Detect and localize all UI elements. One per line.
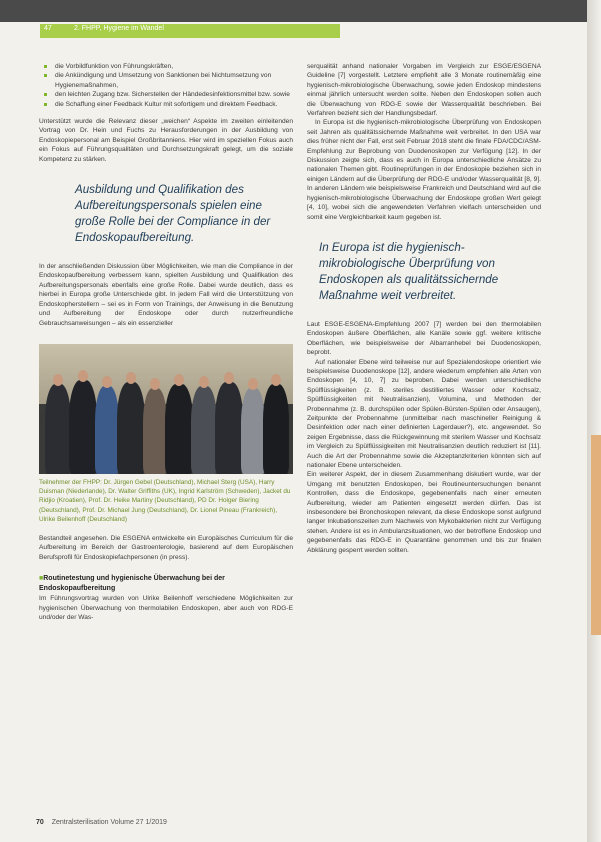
person-figure [95, 386, 119, 474]
paragraph: Bestandteil angesehen. Die ESGENA entwickelte ein Europäisches Curriculum für die Aufbereitung im Bereich der Gastroenterologie, basierend auf dem Europäischen Berufsprofil für Endoskopiefachpersonen (in press). [39, 534, 293, 561]
right-column [307, 62, 541, 555]
person-head [126, 372, 136, 384]
person-figure [117, 382, 145, 474]
section-tab-number: 47 [44, 25, 52, 32]
person-figure [165, 384, 193, 474]
paragraph: Laut ESGE-ESGENA-Empfehlung 2007 [7] werden bei den thermolabilen Endoskopen äußere Oberflächen, alle Kanäle sowie ggf. weitere kritische Oberflächen, wie beispielsweise der Albarranhebel bei Duodenoskopen, beprobt. [307, 320, 541, 357]
person-head [78, 370, 88, 382]
person-head [150, 378, 160, 390]
person-figure [191, 386, 217, 474]
group-photo [39, 344, 293, 474]
page-footer [36, 819, 167, 826]
person-head [271, 374, 281, 386]
person-figure [241, 388, 265, 474]
person-figure [143, 388, 167, 474]
bullet-item: die Ankündigung und Umsetzung von Sanktionen bei Nichtumsetzung von Hygienemaßnahmen, [55, 71, 293, 90]
pull-quote: In Europa ist die hygienisch-mikrobiologische Überprüfung von Endoskopen als qualitätssichernde Maßnahme weit verbreitet. [319, 240, 499, 302]
page-edge-tab [591, 435, 601, 635]
person-head [174, 374, 184, 386]
footer-page-number: 70 [36, 819, 44, 826]
person-head [102, 376, 112, 388]
person-figure [69, 380, 97, 474]
paragraph: In der anschließenden Diskussion über Möglichkeiten, wie man die Compliance in der Endoskopaufbereitung verbessern kann, spielten Ausbildung und Qualifikation des Aufbereitungspersonals ebenfalls eine große Rolle. Dabei wurde deutlich, dass es hierbei in Europa große Unterschiede gibt. In jedem Fall wird die Unterstützung von Endoskopherstellern – sei es in Form von Trainings, der Anweisung in die Benutzung und Aufbereitung der Endoskope oder durch nutzerfreundliche Gebrauchsanweisungen – als ein essenzieller [39, 263, 293, 327]
section-title: 2. FHPP, Hygiene im Wandel [74, 25, 164, 32]
paragraph: Auf nationaler Ebene wird teilweise nur auf Spezialendoskope orientiert wie beispielsweise Duodenoskope [12], andere wiederum empfehlen alle Arten von Endoskopen [4, 10, 7] zu beproben. Dabei werden unterschiedliche Spülflüssigkeiten (z. B. steriles destilliertes Wasser oder Kochsalz, Spülflüssigkeiten mit Neutralisanzien), Volumina, und Methoden der Probennahme (z. B. durchspülen oder Spülen-Bürsten-Spülen oder Ansaugen), Zeitpunkte der Probennahme (unmittelbar nach maschineller Reinigung & Desinfektion oder nach einer definierten Lagerdauer?), etc. angewendet. So zeigen Ergebnisse, dass die Rückgewinnung mit sterilem Wasser und Kochsalz im Vergleich zu Spülflüssigkeiten mit Neutralisanzien deutlich reduziert ist [11]. Auch die Art der Probennahme sowie die Akzeptanzkriterien könnten sich auf nationaler Ebene unterscheiden. [307, 358, 541, 469]
paragraph: In Europa ist die hygienisch-mikrobiologische Überprüfung von Endoskopen seit Jahren als qualitätssichernde Maßnahme weit verbreitet. In den USA war dies früher nicht der Fall, erst seit Februar 2018 steht die finale FDA/CDC/ASM-Empfehlung zur Beprobung von Duodenoskopen zur Verfügung [12]. In der Diskussion zeigte sich, dass es auch in Europa unterschiedliche Ansätze zu nationalen Themen gibt. Routineprüfungen in der Endoskopie beziehen sich in einigen Ländern auf die Überprüfung der RDG-E und/oder Wasserqualität [8, 9]. In anderen Ländern wie beispielsweise Frankreich und Deutschland wird auf die hygienisch-mikrobiologische Überwachung der Endoskope großen Wert gelegt [4, 10], wobei sich die angewendeten Verfahren vielfach unterscheiden und somit eine Vergleichbarkeit kaum gegeben ist. [307, 119, 541, 221]
section-heading: ■ Routinetestung und hygienische Überwachung bei der Endoskopaufbereitung [39, 574, 293, 594]
paragraph: Unterstützt wurde die Relevanz dieser „weichen“ Aspekte im zweiten einleitenden Vortrag von Dr. Hein und Fuchs zu Herausforderungen in der Ausbildung von Endoskopiepersonal am Beispiel Großbritanniens. Hier wird im speziellen Fokus auch ein Fokus auf Führungsqualitäten und Durchsetzungskraft gelegt, um die soziale Kompetenz zu stärken. [39, 118, 293, 163]
bullet-item: den leichten Zugang bzw. Sicherstellen der Händedesinfektionsmittel bzw. sowie [55, 90, 293, 99]
person-head [199, 376, 209, 388]
paragraph: serqualität anhand nationaler Vorgaben im Vergleich zur ESGE/ESGENA Guideline [7] vorgestellt. Letztere empfiehlt alle 3 Monate routinemäßig eine hygienisch-mikrobiologische Überwachung, sowie jeden Endoskop mindestens einmal jährlich untersucht werden sollte. Neben den Endoskopen sollen auch die Überwachung von RDG-E sowie der Wasserqualität beschrieben. Bei Verfahren bezieht sich der Handlungsbedarf. [307, 63, 541, 118]
person-figure [215, 382, 243, 474]
paragraph: Ein weiterer Aspekt, der in diesem Zusammenhang diskutiert wurde, war der Umgang mit benutzten Endoskopen, bei Routineuntersuchungen benannt Kontrollen, dass die Endoskope, gegebenenfalls nach einer erneuten Aufbereitung, wieder am Patienten eingesetzt werden dürfen. Das ist insbesondere bei Bronchoskopen relevant, da diese Endoskope sonst aufgrund langer Inkubationszeiten zum Nachweis von Mykobakterien nicht zur Verfügung stehen. Andere ist es in Ambulanzsituationen, wo der betroffene Endoskop und gegebenenfalls das RDG-E in Quarantäne genommen und bis zur finalen Abklärung gesperrt werden sollten. [307, 471, 541, 554]
bullet-item: die Schaffung einer Feedback Kultur mit sofortigem und direktem Feedback. [55, 100, 293, 109]
person-figure [263, 384, 289, 474]
footer-journal: Zentralsterilisation Volume 27 1/2019 [51, 819, 167, 826]
pull-quote: Ausbildung und Qualifikation des Aufbereitungspersonals spielen eine große Rolle bei der Compliance in der Endoskopaufbereitung. [75, 183, 271, 245]
photo-caption: Teilnehmer der FHPP: Dr. Jürgen Gebel (Deutschland), Michael Sterg (USA), Harry Duisman (Niederlande), Dr. Walter Griffiths (UK), Ingrid Karlström (Schweden), Jacket du Ridjio (Kroatien), Prof. Dr. Heike Martiny (Deutschland), PD Dr. Holger Biering (Deutschland), Prof. Dr. Michael Jung (Deutschland), Dr. Lionel Pineau (Frankreich), Ulrike Beilenhoff (Deutschland) [39, 478, 291, 523]
page-header-bar [0, 0, 601, 46]
bullet-list [39, 62, 293, 109]
person-head [248, 378, 258, 390]
person-head [224, 372, 234, 384]
page-edge-shadow [587, 0, 601, 842]
person-figure [45, 384, 71, 474]
person-head [53, 374, 63, 386]
left-column [39, 62, 293, 622]
section-tab [40, 24, 340, 38]
paragraph: Im Führungsvortrag wurden von Ulrike Beilenhoff verschiedene Möglichkeiten zur hygienischen Überwachung von thermolabilen Endoskopen, aber auch von RDG-E und/oder der Was- [39, 595, 293, 621]
bullet-item: die Vorbildfunktion von Führungskräften, [55, 62, 293, 71]
